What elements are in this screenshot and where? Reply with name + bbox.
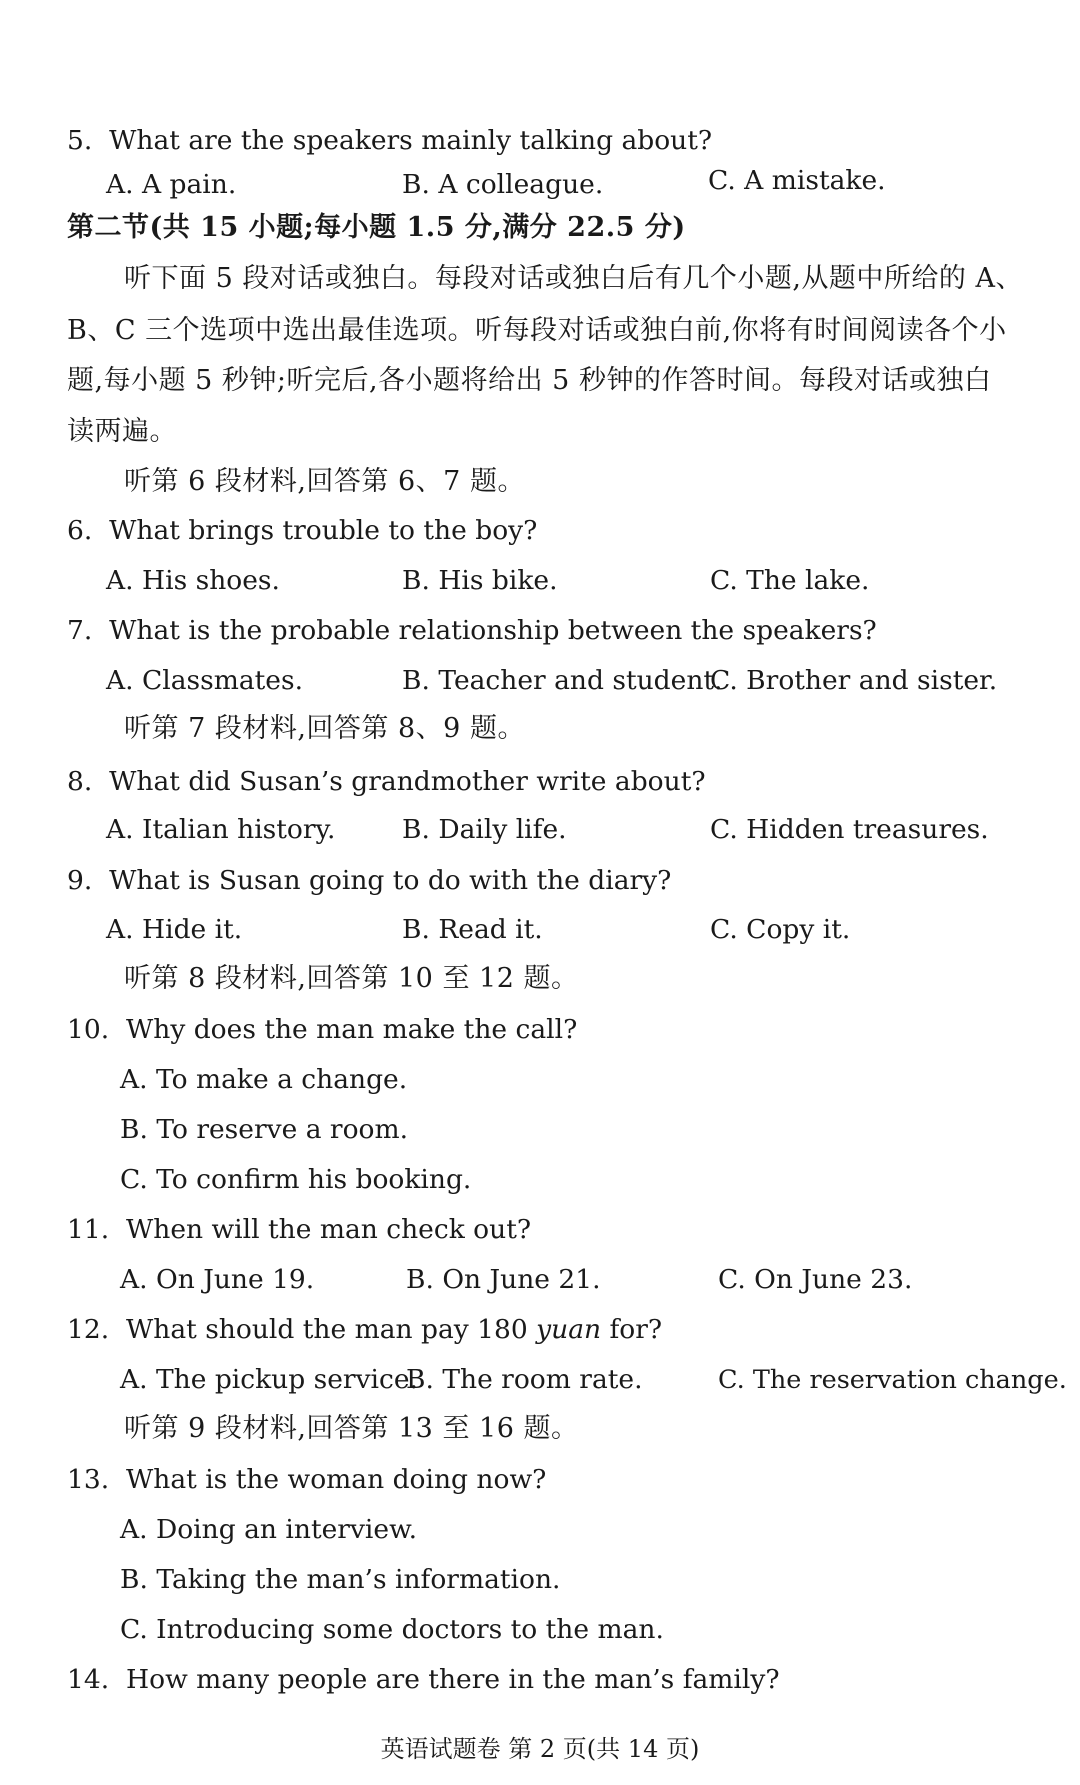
instruction-line: 读两遍。 [67,416,177,447]
option-b: B. Teacher and student. [402,665,723,696]
question-14 [67,1663,780,1697]
option-c: C. Brother and sister. [710,665,998,696]
question-8 [67,765,706,799]
question-number: 5. [67,125,93,156]
question-text: What should the man pay 180 yuan for? [126,1314,663,1345]
option-b: B. On June 21. [406,1264,601,1295]
option-a: A. Classmates. [106,665,304,696]
question-10 [67,1013,577,1047]
option-b: B. His bike. [402,565,558,596]
question-number: 12. [67,1314,110,1345]
option-b: B. A colleague. [402,169,604,200]
question-12 [67,1313,662,1347]
option-a: A. To make a change. [120,1064,408,1095]
option-c: C. The lake. [710,565,870,596]
question-text: What are the speakers mainly talking about? [109,125,713,156]
question-text: Why does the man make the call? [126,1014,578,1045]
option-c: C. A mistake. [708,165,886,196]
option-a: A. Doing an interview. [120,1514,418,1545]
question-text: What is the woman doing now? [126,1464,547,1495]
material-heading: 听第 9 段材料,回答第 13 至 16 题。 [124,1413,579,1444]
question-text: When will the man check out? [126,1214,532,1245]
question-number: 13. [67,1464,110,1495]
question-text: What brings trouble to the boy? [109,515,538,546]
option-b: B. The room rate. [406,1364,643,1395]
question-number: 11. [67,1214,110,1245]
option-b: B. Daily life. [402,814,567,845]
question-text: What is Susan going to do with the diary? [109,865,672,896]
question-number: 9. [67,865,93,896]
instruction-line: 听下面 5 段对话或独白。每段对话或独白后有几个小题,从题中所给的 A、 [124,263,1024,294]
option-c: C. To confirm his booking. [120,1164,472,1195]
instruction-line: 题,每小题 5 秒钟;听完后,各小题将给出 5 秒钟的作答时间。每段对话或独白 [67,365,992,396]
question-9 [67,864,671,898]
question-number: 14. [67,1664,110,1695]
option-b: B. Taking the man’s information. [120,1564,561,1595]
question-7 [67,614,877,648]
section-heading: 第二节(共 15 小题;每小题 1.5 分,满分 22.5 分) [67,212,686,243]
option-c: C. On June 23. [718,1264,913,1295]
question-number: 10. [67,1014,110,1045]
instruction-line: B、C 三个选项中选出最佳选项。听每段对话或独白前,你将有时间阅读各个小 [67,315,1007,346]
option-b: B. To reserve a room. [120,1114,409,1145]
question-text: What is the probable relationship between the speakers? [109,615,877,646]
question-text: What did Susan’s grandmother write about? [109,766,706,797]
option-c: C. Introducing some doctors to the man. [120,1614,664,1645]
material-heading: 听第 6 段材料,回答第 6、7 题。 [124,466,525,497]
option-a: A. Hide it. [106,914,243,945]
question-number: 7. [67,615,93,646]
question-text: How many people are there in the man’s family? [126,1664,780,1695]
question-number: 8. [67,766,93,797]
option-c: C. Copy it. [710,914,851,945]
currency-word: yuan [536,1314,602,1345]
question-number: 6. [67,515,93,546]
page-footer: 英语试题卷 第 2 页(共 14 页) [380,1735,700,1763]
material-heading: 听第 7 段材料,回答第 8、9 题。 [124,713,525,744]
option-c: C. Hidden treasures. [710,814,989,845]
question-5 [67,124,712,158]
question-11 [67,1213,531,1247]
option-a: A. The pickup service. [120,1364,418,1395]
question-13 [67,1463,546,1497]
option-c: C. The reservation change. [718,1365,1067,1395]
option-a: A. A pain. [106,169,237,200]
question-6 [67,514,537,548]
option-a: A. His shoes. [106,565,280,596]
option-a: A. On June 19. [120,1264,315,1295]
option-b: B. Read it. [402,914,543,945]
material-heading: 听第 8 段材料,回答第 10 至 12 题。 [124,963,579,994]
option-a: A. Italian history. [106,814,336,845]
